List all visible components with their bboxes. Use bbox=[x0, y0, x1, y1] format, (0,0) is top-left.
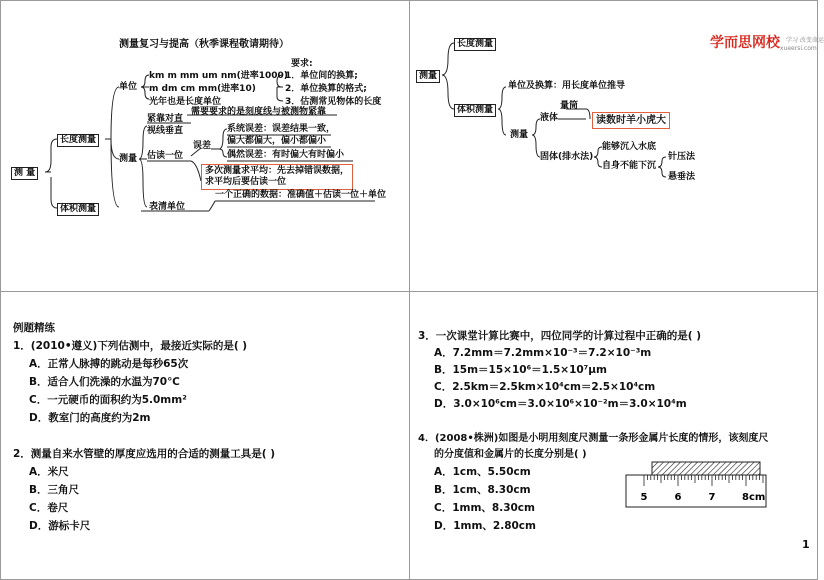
question-1-option-c: C．一元硬币的面积约为5.0mm² bbox=[29, 394, 187, 406]
requirements-title: 要求: bbox=[291, 59, 313, 69]
unit-conversion: 单位及换算：用长度单位推导 bbox=[508, 81, 626, 91]
systematic-error-2: 偏大都偏大，偏小都偏小 bbox=[227, 136, 327, 146]
node2-root: 测量 bbox=[416, 70, 440, 83]
solid-float: 自身不能下沉 bbox=[602, 161, 657, 171]
panel-mindmap-volume bbox=[409, 0, 824, 292]
unit-line-2: m dm cm mm(进率10) bbox=[149, 84, 256, 94]
node2-measure: 测量 bbox=[510, 130, 529, 140]
align-vertical: 视线垂直 bbox=[147, 126, 184, 136]
question-2-option-c: C．卷尺 bbox=[29, 502, 69, 514]
unit-line-3: 光年也是长度单位 bbox=[149, 97, 222, 107]
node-express-unit: 表清单位 bbox=[149, 202, 186, 212]
multi-measure-average-box bbox=[201, 164, 353, 190]
question-2-option-d: D．游标卡尺 bbox=[29, 520, 91, 532]
ruler-label: 8cm bbox=[742, 492, 766, 503]
ruler-label: 6 bbox=[674, 492, 682, 503]
xueersi-logo-url: xueersi.com bbox=[780, 45, 817, 52]
method-hanging: 悬垂法 bbox=[668, 172, 696, 182]
question-3-option-b: B．15m＝15×10⁶＝1.5×10⁷μm bbox=[434, 364, 607, 376]
systematic-error-1: 系统误差：误差结果一致， bbox=[227, 124, 336, 134]
question-1-option-a: A．正常人脉搏的跳动是每秒65次 bbox=[29, 358, 189, 370]
multi-measure-line-1: 多次测量求平均：先去掉错误数据， bbox=[205, 166, 350, 176]
page-number: 1 bbox=[802, 538, 810, 551]
question-2-option-a: A．米尺 bbox=[29, 466, 69, 478]
correct-data-rule: 一个正确的数据：准确值＋估读一位＋单位 bbox=[215, 190, 387, 200]
unit-line-1: km m mm um nm(进率1000) bbox=[149, 71, 288, 81]
panel-mindmap-measurement bbox=[0, 0, 410, 292]
question-4-line-2: 的分度值和金属片的长度分别是( ) bbox=[434, 449, 587, 460]
node2-liquid: 液体 bbox=[540, 113, 559, 123]
question-4-line-1: 4．(2008•株洲)如图是小明用刻度尺测量一条形金属片长度的情形，该刻度尺 bbox=[418, 433, 769, 444]
solid-sink: 能够沉入水底 bbox=[602, 142, 657, 152]
node2-solid: 固体(排水法) bbox=[540, 152, 594, 162]
metal-strip bbox=[652, 462, 760, 475]
node-volume-measurement: 体积测量 bbox=[57, 203, 99, 216]
multi-measure-line-2: 求平均后要估读一位 bbox=[205, 177, 287, 187]
ruler-label: 7 bbox=[708, 492, 716, 503]
question-4-option-d: D．1mm、2.80cm bbox=[434, 520, 536, 532]
node-error: 误差 bbox=[193, 141, 212, 151]
requirement-1: 1．单位间的换算; bbox=[285, 71, 358, 81]
xueersi-logo-slogan: 学习 改变命运 bbox=[786, 37, 824, 44]
node2-cylinder: 量筒 bbox=[560, 101, 579, 111]
reading-rule-box: 读数时羊小虎大 bbox=[592, 112, 670, 129]
examples-heading: 例题精练 bbox=[13, 322, 55, 334]
question-4-option-b: B．1cm、8.30cm bbox=[434, 484, 531, 496]
panel-examples-2 bbox=[409, 291, 818, 580]
requirement-3: 3．估测常见物体的长度 bbox=[285, 97, 382, 107]
estimate-one-digit: 估读一位 bbox=[147, 151, 184, 161]
question-1-option-d: D．教室门的高度约为2m bbox=[29, 412, 151, 424]
ruler-svg bbox=[622, 458, 770, 510]
question-4-option-a: A．1cm、5.50cm bbox=[434, 466, 531, 478]
question-3-option-a: A．7.2mm＝7.2mm×10⁻³＝7.2×10⁻³m bbox=[434, 347, 652, 359]
node-root-measurement: 测 量 bbox=[11, 167, 38, 180]
question-3-option-c: C．2.5km＝2.5km×10⁴cm＝2.5×10⁴cm bbox=[434, 381, 656, 393]
node2-volume: 体积测量 bbox=[454, 104, 496, 117]
question-3-option-d: D．3.0×10⁶cm＝3.0×10⁶×10⁻²m＝3.0×10⁴m bbox=[434, 398, 687, 410]
ruler-figure bbox=[622, 458, 770, 510]
panel-examples-1 bbox=[0, 291, 410, 580]
mindmap-title: 测量复习与提高（秋季课程敬请期待） bbox=[119, 39, 289, 50]
ruler-label: 5 bbox=[640, 492, 648, 503]
node-unit: 单位 bbox=[119, 82, 138, 92]
question-4-option-c: C．1mm、8.30cm bbox=[434, 502, 535, 514]
method-needle-press: 针压法 bbox=[668, 152, 696, 162]
xueersi-logo: 学而思网校 bbox=[710, 35, 780, 51]
node-length-measurement: 长度测量 bbox=[57, 134, 99, 147]
question-1: 1．(2010•遵义)下列估测中，最接近实际的是( ) bbox=[13, 340, 248, 352]
requirement-2: 2．单位换算的格式; bbox=[285, 84, 367, 94]
random-error: 偶然误差：有时偏大有时偏小 bbox=[227, 150, 345, 160]
question-1-option-b: B．适合人们洗澡的水温为70℃ bbox=[29, 376, 180, 388]
align-close: 紧靠对直 bbox=[147, 114, 184, 124]
node2-length: 长度测量 bbox=[454, 38, 496, 51]
precise-requirement: 需要要求的是刻度线与被测物紧靠 bbox=[191, 107, 327, 117]
question-2-option-b: B．三角尺 bbox=[29, 484, 80, 496]
node-measure: 测量 bbox=[119, 154, 138, 164]
question-3: 3．一次课堂计算比赛中，四位同学的计算过程中正确的是( ) bbox=[418, 330, 702, 342]
question-2: 2．测量自来水管壁的厚度应选用的合适的测量工具是( ) bbox=[13, 448, 276, 460]
